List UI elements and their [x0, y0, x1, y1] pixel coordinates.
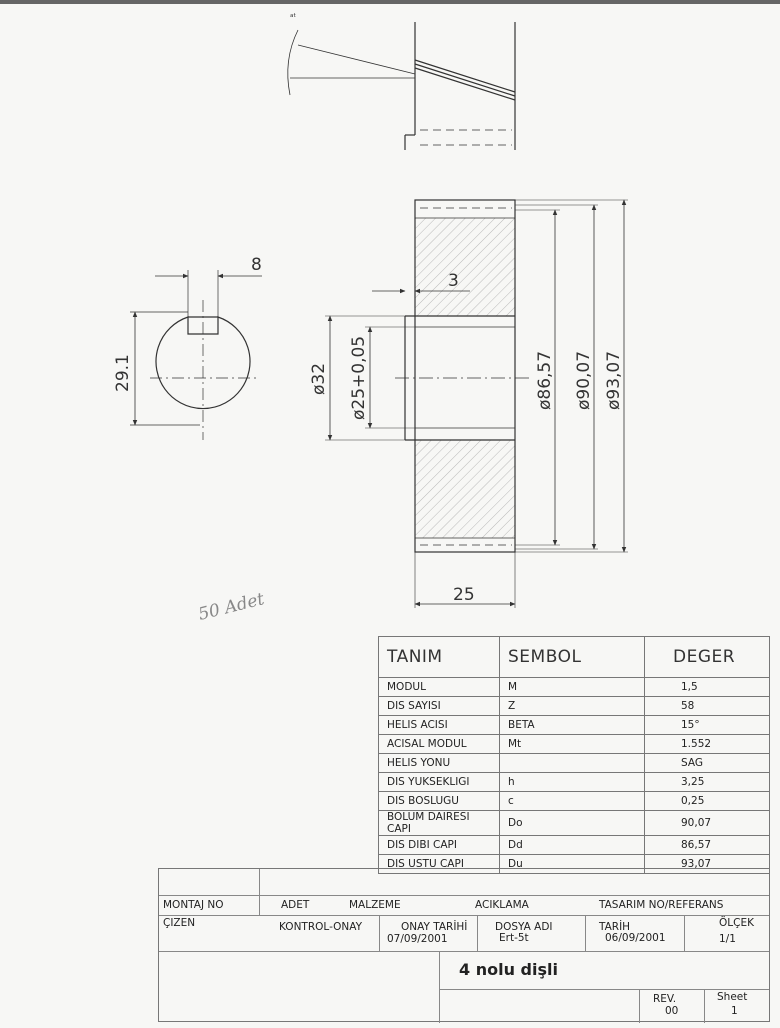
spec-symbol: Mt [500, 735, 645, 754]
spec-value: 1,5 [645, 678, 770, 697]
keyway-section-view [130, 270, 262, 440]
adet-label: ADET [281, 899, 310, 911]
tarih-label: TARİH [599, 921, 631, 933]
spec-value: 3,25 [645, 773, 770, 792]
shoulder-dim: 3 [448, 271, 459, 291]
spec-symbol: c [500, 792, 645, 811]
spec-value: 93,07 [645, 855, 770, 874]
spec-symbol: Du [500, 855, 645, 874]
spec-name: DIS YUKSEKLIGI [379, 773, 500, 792]
spec-name: DIS USTU CAPI [379, 855, 500, 874]
spec-name: BOLUM DAIRESI CAPI [379, 811, 500, 836]
table-row [379, 697, 770, 716]
spec-value: 58 [645, 697, 770, 716]
table-row [379, 773, 770, 792]
spec-name: MODUL [379, 678, 500, 697]
spec-symbol: Z [500, 697, 645, 716]
spec-value: 1.552 [645, 735, 770, 754]
tb-divider [159, 915, 769, 916]
onay-tarihi-value: 07/09/2001 [387, 933, 448, 945]
table-row [379, 792, 770, 811]
spec-name: HELIS YONU [379, 754, 500, 773]
tb-divider [159, 895, 769, 896]
spec-symbol: Dd [500, 836, 645, 855]
outer-diameter-dim: ø93,07 [604, 350, 624, 410]
tb-divider [259, 869, 260, 915]
table-row [379, 836, 770, 855]
olcek-label: ÖLÇEK [719, 917, 754, 929]
bore-diameter-dim: ø25+0,05 [349, 335, 369, 420]
rev-label: REV. [653, 993, 677, 1005]
spec-name: DIS SAYISI [379, 697, 500, 716]
spec-header-name: TANIM [379, 637, 500, 678]
rev-value: 00 [665, 1005, 679, 1017]
spec-name: DIS DIBI CAPI [379, 836, 500, 855]
dosya-adi-label: DOSYA ADI [495, 921, 553, 933]
title-block [158, 868, 770, 1022]
spec-header-symbol: SEMBOL [500, 637, 645, 678]
helix-angle-label: ᵃᵗ [290, 13, 297, 23]
spec-name: ACISAL MODUL [379, 735, 500, 754]
sheet-value: 1 [731, 1005, 738, 1017]
spec-symbol: h [500, 773, 645, 792]
spec-header-value: DEGER [645, 637, 770, 678]
spec-symbol [500, 754, 645, 773]
aciklama-label: ACIKLAMA [475, 899, 529, 911]
table-row [379, 811, 770, 836]
face-width-dim: 25 [453, 585, 475, 605]
helix-top-view [288, 22, 515, 150]
malzeme-label: MALZEME [349, 899, 401, 911]
spec-value: 90,07 [645, 811, 770, 836]
tb-divider [704, 989, 705, 1023]
spec-name: DIS BOSLUGU [379, 792, 500, 811]
montaj-no-label: MONTAJ NO [163, 899, 224, 911]
table-row [379, 754, 770, 773]
table-row [379, 735, 770, 754]
root-diameter-dim: ø86,57 [535, 350, 555, 410]
tb-divider [585, 915, 586, 951]
cizen-label: ÇIZEN [163, 917, 196, 929]
spec-symbol: BETA [500, 716, 645, 735]
drawing-title: 4 nolu dişli [459, 960, 558, 979]
tb-divider [159, 951, 769, 952]
pitch-diameter-dim: ø90,07 [574, 350, 594, 410]
spec-value: 15° [645, 716, 770, 735]
spec-symbol: M [500, 678, 645, 697]
kontrol-label: KONTROL-ONAY [279, 921, 363, 933]
olcek-value: 1/1 [719, 933, 736, 945]
onay-tarihi-label: ONAY TARİHİ [401, 921, 468, 933]
spec-value: 0,25 [645, 792, 770, 811]
tb-divider [439, 951, 440, 1023]
tb-divider [379, 915, 380, 951]
keyway-width-dim: 8 [251, 255, 262, 275]
sheet-label: Sheet [717, 991, 748, 1003]
table-row [379, 716, 770, 735]
tb-divider [639, 989, 640, 1023]
tb-divider [477, 915, 478, 951]
spec-value: SAG [645, 754, 770, 773]
handwritten-note: 50 Adet [196, 589, 267, 625]
dosya-adi-value: Ert-5t [499, 932, 529, 944]
spec-name: HELIS ACISI [379, 716, 500, 735]
bore-height-dim: 29.1 [113, 354, 133, 392]
tasarim-label: TASARIM NO/REFERANS [599, 899, 724, 911]
spec-symbol: Do [500, 811, 645, 836]
tb-divider [684, 915, 685, 951]
tb-divider [439, 989, 769, 990]
gear-spec-table [378, 636, 770, 874]
hub-diameter-dim: ø32 [309, 362, 329, 395]
spec-value: 86,57 [645, 836, 770, 855]
table-row [379, 678, 770, 697]
tarih-value: 06/09/2001 [605, 932, 666, 944]
spec-header-row [379, 637, 770, 678]
